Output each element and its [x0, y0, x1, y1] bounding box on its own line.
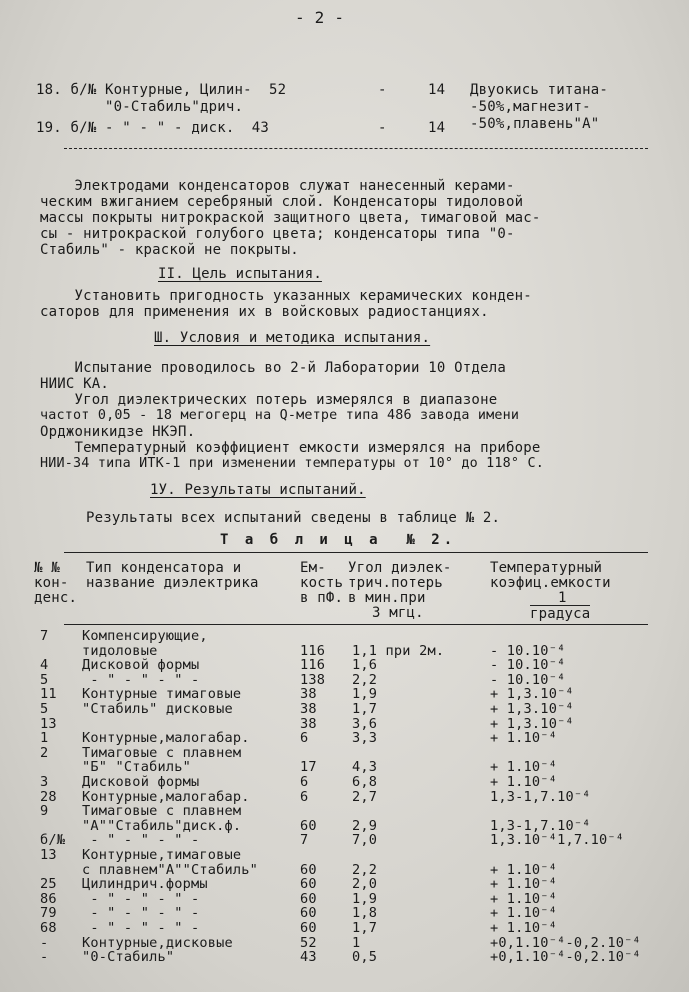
cell-capacity: 38	[300, 715, 317, 732]
cell-temp-coef: + 1,3.10⁻⁴	[490, 686, 574, 703]
cell-no: 5	[40, 701, 49, 717]
cell-loss-angle: 1,7	[352, 701, 378, 717]
cell-no: 11	[40, 686, 57, 703]
paragraph-line: ческим вжиганием серебряный слой. Конденсаторы тидоловой	[40, 194, 524, 210]
cell-temp-coef: +0,1.10⁻⁴-0,2.10⁻⁴	[490, 949, 641, 966]
top-row-18-left: 18. б/№ Контурные, Цилин- 52	[36, 82, 287, 98]
cell-loss-angle: 1,1 при 2м.	[352, 642, 445, 659]
cell-capacity: 17	[300, 759, 317, 776]
cell-no: 79	[40, 905, 57, 922]
cell-capacity: 138	[300, 671, 326, 688]
cell-temp-coef: - 10.10⁻⁴	[490, 671, 566, 688]
top-row-18b-left: "0-Стабиль"дрич.	[36, 99, 244, 115]
cell-type: тидоловые	[82, 642, 158, 659]
cell-loss-angle: 2,2	[352, 861, 378, 878]
cell-capacity: 116	[300, 657, 326, 674]
cell-loss-angle: 1	[352, 934, 361, 951]
cell-temp-coef: + 1,3.10⁻⁴	[490, 701, 574, 717]
section-heading-goal: II. Цель испытания.	[158, 266, 322, 282]
cell-temp-coef: + 1.10⁻⁴	[490, 876, 558, 893]
cell-type: "Б" "Стабиль"	[82, 759, 191, 776]
cell-capacity: 60	[300, 905, 317, 922]
header-cap: кость	[300, 575, 344, 591]
cell-temp-coef: + 1.10⁻⁴	[490, 890, 558, 907]
paragraph-line: Стабиль" - краской не покрыты.	[40, 242, 299, 258]
cell-loss-angle: 6,8	[352, 774, 378, 790]
table-header-rule	[64, 624, 648, 625]
cell-temp-coef: + 1,3.10⁻⁴	[490, 715, 574, 732]
cell-temp-coef: +0,1.10⁻⁴-0,2.10⁻⁴	[490, 934, 641, 951]
cell-loss-angle: 1,7	[352, 920, 378, 936]
cell-loss-angle: 3,6	[352, 715, 378, 732]
header-angle: в мин.при	[348, 590, 426, 606]
paragraph-line: Установить пригодность указанных керамических конден-	[40, 288, 532, 304]
cell-type: Контурные,малогабар.	[82, 730, 250, 747]
header-tk: коэфиц.емкости	[490, 575, 611, 591]
cell-type: - " - " - " -	[82, 671, 200, 688]
cell-capacity: 6	[300, 730, 309, 747]
cell-capacity: 38	[300, 686, 317, 703]
cell-no: 1	[40, 730, 49, 747]
top-row-19-mid: -	[378, 120, 387, 136]
cell-type: Дисковой формы	[82, 774, 200, 790]
paragraph-line: Электродами конденсаторов служат нанесенный керами-	[40, 178, 515, 194]
cell-type: - " - " - " -	[82, 890, 200, 907]
cell-temp-coef: - 10.10⁻⁴	[490, 657, 566, 674]
paragraph-line: Орджоникидзе НКЭП.	[40, 424, 196, 440]
paragraph-line: Температурный коэффициент емкости измерялся на приборе	[40, 440, 541, 456]
table-top-rule	[64, 552, 648, 553]
cell-temp-coef: + 1.10⁻⁴	[490, 905, 558, 922]
cell-loss-angle: 1,6	[352, 657, 378, 674]
header-angle: 3 мгц.	[372, 605, 424, 621]
cell-temp-coef: 1,3-1,7.10⁻⁴	[490, 788, 591, 805]
header-type: Тип конденсатора и	[86, 560, 242, 576]
header-tk: Температурный	[490, 560, 603, 576]
cell-capacity: 6	[300, 788, 309, 805]
cell-capacity: 60	[300, 920, 317, 936]
cell-no: б/№	[40, 832, 66, 849]
cell-loss-angle: 2,2	[352, 671, 378, 688]
paragraph-line: Угол диэлектрических потерь измерялся в диапазоне	[40, 392, 498, 408]
cell-no: 9	[40, 803, 49, 820]
section-heading-conditions: Ш. Условия и методика испытания.	[154, 330, 431, 346]
cell-capacity: 7	[300, 832, 309, 849]
cell-no: 28	[40, 788, 57, 805]
top-row-18b-right: -50%,магнезит-	[470, 99, 591, 115]
cell-loss-angle: 2,9	[352, 817, 378, 834]
paragraph-line: массы покрыты нитрокраской защитного цвета, тимаговой мас-	[40, 210, 541, 226]
header-tk: 1	[558, 590, 567, 606]
cell-loss-angle: 4,3	[352, 759, 378, 776]
cell-type: Контурные,дисковые	[82, 934, 233, 951]
cell-capacity: 116	[300, 642, 326, 659]
cell-no: 2	[40, 744, 49, 761]
divider	[64, 148, 648, 149]
results-intro: Результаты всех испытаний сведены в таблице № 2.	[86, 510, 501, 526]
paragraph-line: сы - нитрокраской голубого цвета; конденсаторы типа "0-	[40, 226, 515, 242]
cell-loss-angle: 2,7	[352, 788, 378, 805]
cell-capacity: 38	[300, 701, 317, 717]
cell-type: Контурные,тимаговые	[82, 847, 242, 863]
cell-capacity: 60	[300, 890, 317, 907]
cell-no: 4	[40, 657, 49, 674]
cell-no: 3	[40, 774, 49, 790]
cell-type: - " - " - " -	[82, 905, 200, 922]
cell-type: Компенсирующие,	[82, 628, 208, 644]
cell-no: 25	[40, 876, 57, 893]
cell-type: - " - " - " -	[82, 832, 200, 849]
header-tk: градуса	[530, 606, 591, 622]
cell-temp-coef: + 1.10⁻⁴	[490, 759, 558, 776]
cell-temp-coef: + 1.10⁻⁴	[490, 920, 558, 936]
cell-temp-coef: - 10.10⁻⁴	[490, 642, 566, 659]
top-row-19-left: 19. б/№ - " - " - диск. 43	[36, 120, 269, 136]
cell-capacity: 52	[300, 934, 317, 951]
top-row-18-n: 14	[428, 82, 446, 98]
top-row-18-mid: -	[378, 82, 387, 98]
cell-type: "Стабиль" дисковые	[82, 701, 233, 717]
cell-no: -	[40, 949, 49, 966]
cell-capacity: 60	[300, 876, 317, 893]
page-number: - 2 -	[295, 8, 345, 27]
cell-temp-coef: 1,3-1,7.10⁻⁴	[490, 817, 591, 834]
header-angle: Угол диэлек-	[348, 560, 452, 576]
cell-no: 86	[40, 890, 57, 907]
cell-type: "А""Стабиль"диск.ф.	[82, 817, 242, 834]
cell-no: 13	[40, 715, 57, 732]
cell-loss-angle: 7,0	[352, 832, 378, 849]
cell-loss-angle: 2,0	[352, 876, 378, 893]
paragraph-line: НИИС КА.	[40, 376, 110, 392]
cell-type: Тимаговые с плавнем	[82, 803, 242, 820]
paragraph-line: саторов для применения их в войсковых радиостанциях.	[40, 304, 489, 320]
header-angle: трич.потерь	[348, 575, 443, 591]
cell-capacity: 60	[300, 817, 317, 834]
cell-type: - " - " - " -	[82, 920, 200, 936]
cell-no: 5	[40, 671, 49, 688]
cell-temp-coef: 1,3.10⁻⁴1,7.10⁻⁴	[490, 832, 625, 849]
header-no: кон-	[34, 575, 69, 591]
cell-type: Цилиндрич.формы	[82, 876, 208, 893]
cell-no: -	[40, 934, 49, 951]
top-row-18-right: Двуокись титана-	[470, 82, 609, 98]
paragraph-line: НИИ-34 типа ИТК-1 при изменении температуры от 10° до 118° С.	[40, 456, 544, 471]
header-no: денс.	[34, 590, 78, 606]
cell-capacity: 6	[300, 774, 309, 790]
cell-temp-coef: + 1.10⁻⁴	[490, 861, 558, 878]
cell-capacity: 43	[300, 949, 317, 966]
cell-loss-angle: 1,8	[352, 905, 378, 922]
cell-temp-coef: + 1.10⁻⁴	[490, 774, 558, 790]
header-cap: в пФ.	[300, 590, 344, 606]
cell-loss-angle: 1,9	[352, 686, 378, 703]
cell-type: с плавнем"А""Стабиль"	[82, 861, 259, 878]
header-cap: Ем-	[300, 560, 326, 576]
cell-type: Дисковой формы	[82, 657, 200, 674]
cell-temp-coef: + 1.10⁻⁴	[490, 730, 558, 747]
cell-capacity: 60	[300, 861, 317, 878]
cell-type: Контурные тимаговые	[82, 686, 242, 703]
header-type: название диэлектрика	[86, 575, 259, 591]
cell-loss-angle: 1,9	[352, 890, 378, 907]
table-title: Т а б л и ц а № 2.	[220, 532, 457, 548]
paragraph-line: Испытание проводилось во 2-й Лаборатории 10 Отдела	[40, 360, 506, 376]
cell-loss-angle: 0,5	[352, 949, 378, 966]
section-heading-results: 1У. Результаты испытаний.	[150, 482, 366, 498]
cell-loss-angle: 3,3	[352, 730, 378, 747]
cell-type: Контурные,малогабар.	[82, 788, 250, 805]
cell-type: "0-Стабиль"	[82, 949, 175, 966]
cell-no: 13	[40, 847, 57, 863]
cell-no: 7	[40, 628, 49, 644]
top-row-19-n: 14	[428, 120, 446, 136]
header-no: № №	[34, 560, 60, 576]
top-row-19-right: -50%,плавень"А"	[470, 116, 600, 132]
cell-no: 68	[40, 920, 57, 936]
cell-type: Тимаговые с плавнем	[82, 744, 242, 761]
paragraph-line: частот 0,05 - 18 мегогерц на Q-метре типа 486 завода имени	[40, 408, 520, 423]
